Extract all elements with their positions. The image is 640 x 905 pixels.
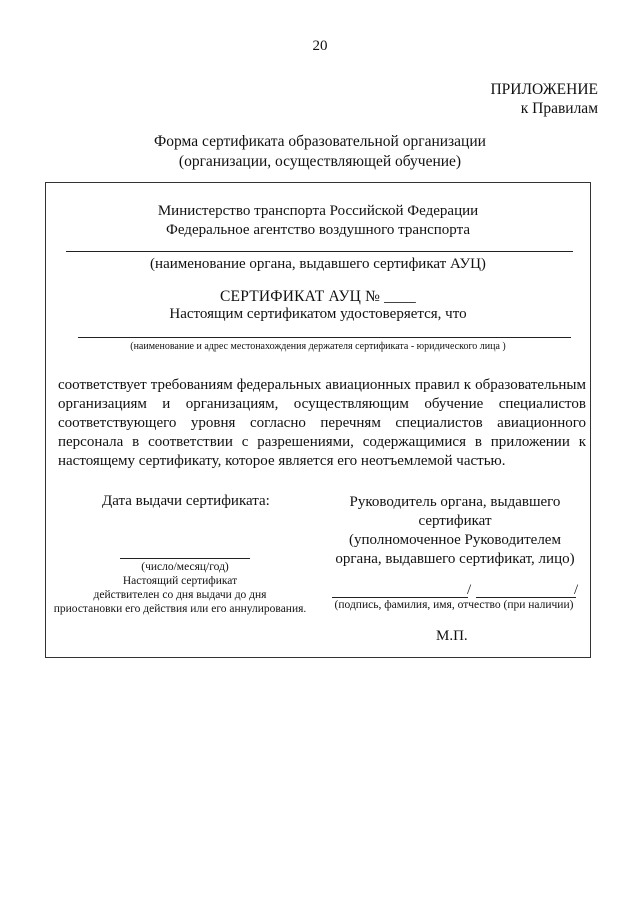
validity-note — [45, 574, 315, 616]
appendix-heading — [490, 80, 598, 118]
name-rule — [476, 597, 576, 598]
signatory-line-4: органа, выдавшего сертификат, лицо) — [335, 551, 575, 567]
signatory-line-1: Руководитель органа, выдавшего — [349, 494, 561, 510]
certify-statement: Настоящим сертификатом удостоверяется, что — [169, 306, 467, 322]
issuing-authority — [45, 202, 591, 240]
signature-line — [330, 580, 580, 598]
validity-line-1: Настоящий сертификат — [122, 575, 238, 587]
signature-separator-end: / — [574, 582, 579, 598]
certificate-number: СЕРТИФИКАТ АУЦ № ____ — [220, 288, 416, 305]
issuer-caption: (наименование органа, выдавшего сертификат АУЦ) — [150, 256, 486, 272]
issuer-name-line — [66, 251, 573, 252]
agency-name: Федеральное агентство воздушного транспорта — [166, 222, 470, 238]
page-number: 20 — [312, 38, 328, 54]
compliance-text: соответствует требованиям федеральных авиационных правил к образовательным организациям и организациям, осуществляющим обучение специалистов соответствующего уровня согласно перечням специалистов авиационного персонала в соответствии с разрешениями, содержащимися в приложении к настоящему сертификату, которое является его неотъемлемой частью. — [58, 377, 586, 469]
holder-caption: (наименование и адрес местонахождения держателя сертификата - юридического лица ) — [130, 341, 506, 352]
seal-placeholder: М.П. — [436, 628, 468, 644]
issue-date-line — [120, 558, 250, 559]
signature-rule — [332, 597, 468, 598]
validity-line-3: приостановки его действия или его аннулирования. — [53, 603, 307, 615]
validity-line-2: действителен со дня выдачи до дня — [93, 589, 267, 601]
form-title-line-1: Форма сертификата образовательной организации — [154, 133, 486, 150]
signatory-line-3: (уполномоченное Руководителем — [349, 532, 561, 548]
appendix-subtitle: к Правилам — [520, 100, 598, 117]
signatory-line-2: сертификат — [418, 513, 492, 529]
holder-name-line — [78, 337, 571, 338]
ministry-name: Министерство транспорта Российской Федерации — [157, 203, 479, 219]
appendix-title: ПРИЛОЖЕНИЕ — [490, 81, 598, 98]
form-title-line-2: (организации, осуществляющей обучение) — [178, 153, 462, 170]
issue-date-label: Дата выдачи сертификата: — [102, 493, 270, 509]
signature-separator: / — [467, 582, 472, 598]
signature-caption: (подпись, фамилия, имя, отчество (при наличии) — [334, 599, 574, 611]
form-title — [60, 132, 580, 172]
date-format-caption: (число/месяц/год) — [141, 561, 229, 573]
signatory-title — [330, 493, 580, 569]
